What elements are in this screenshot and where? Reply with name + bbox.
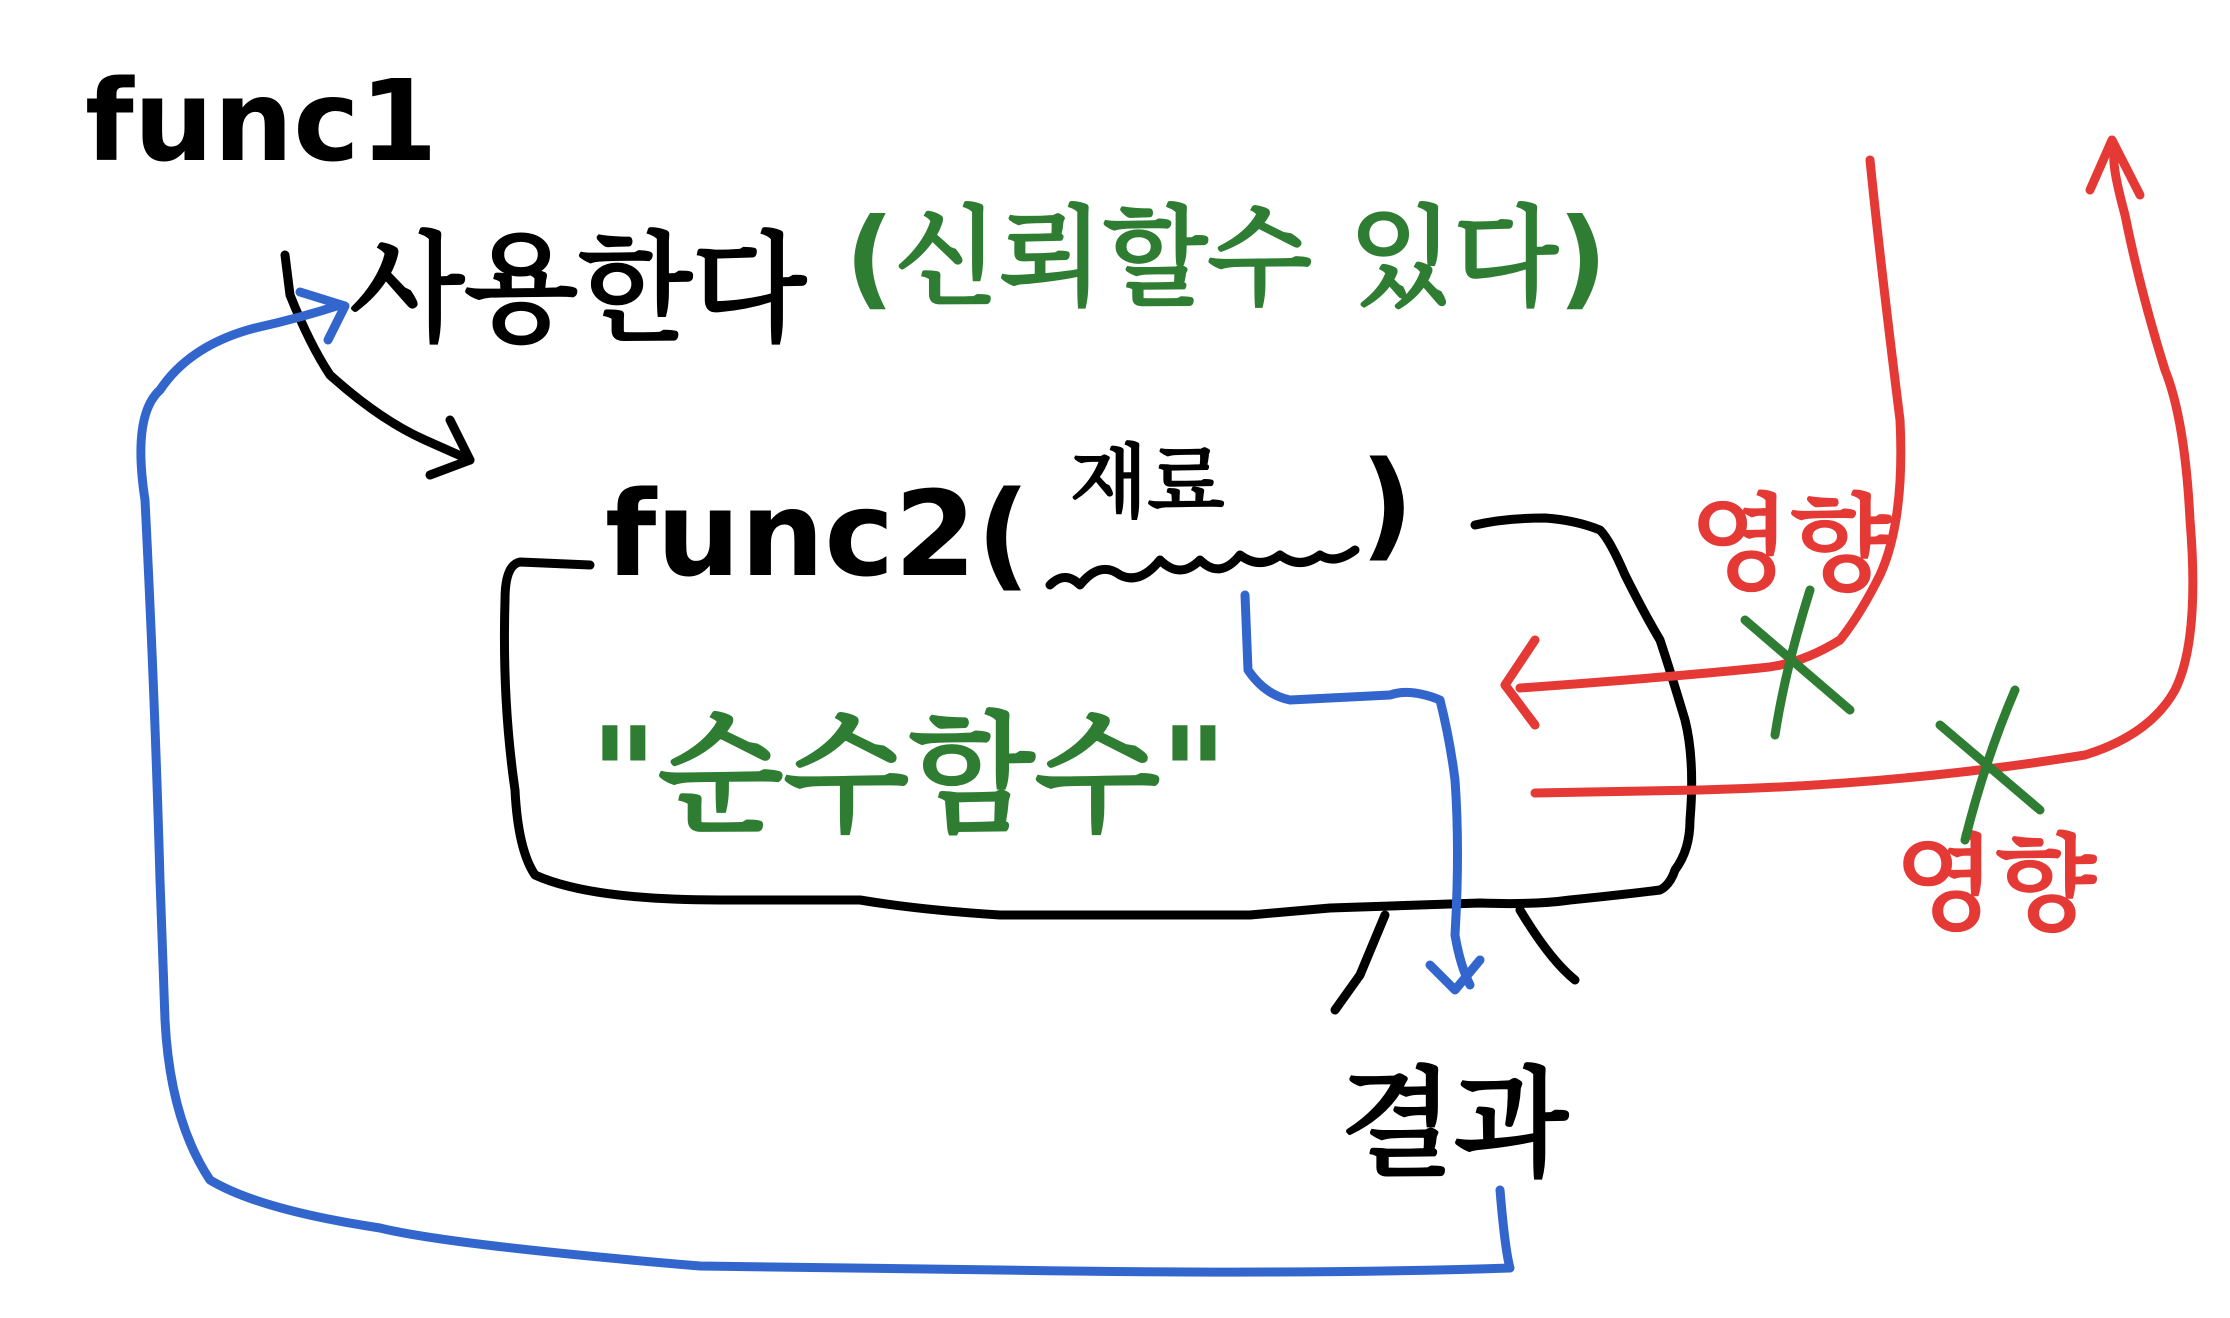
use-label: 사용한다 <box>350 220 806 358</box>
cross-mark-top <box>1745 590 1850 735</box>
trust-label: (신뢰할수 있다) <box>845 196 1608 321</box>
box-leg-right <box>1520 910 1575 980</box>
box-leg-left <box>1335 915 1385 1010</box>
effect-arrow-outward <box>1535 150 2193 793</box>
result-label: 결과 <box>1340 1055 1568 1193</box>
material-label: 재료 <box>1070 436 1225 529</box>
arrowhead-red-left <box>1505 640 1535 725</box>
material-to-result-arrow <box>1245 595 1470 985</box>
effect-label-bottom: 영향 <box>1895 823 2096 945</box>
effect-label-top: 영향 <box>1690 483 1891 605</box>
pure-function-label: "순수함수" <box>590 699 1228 851</box>
func2-label: func2( <box>605 465 1031 603</box>
func1-label: func1 <box>85 57 438 187</box>
close-paren-label: ) <box>1360 435 1414 573</box>
underline-squiggle <box>1050 550 1355 585</box>
